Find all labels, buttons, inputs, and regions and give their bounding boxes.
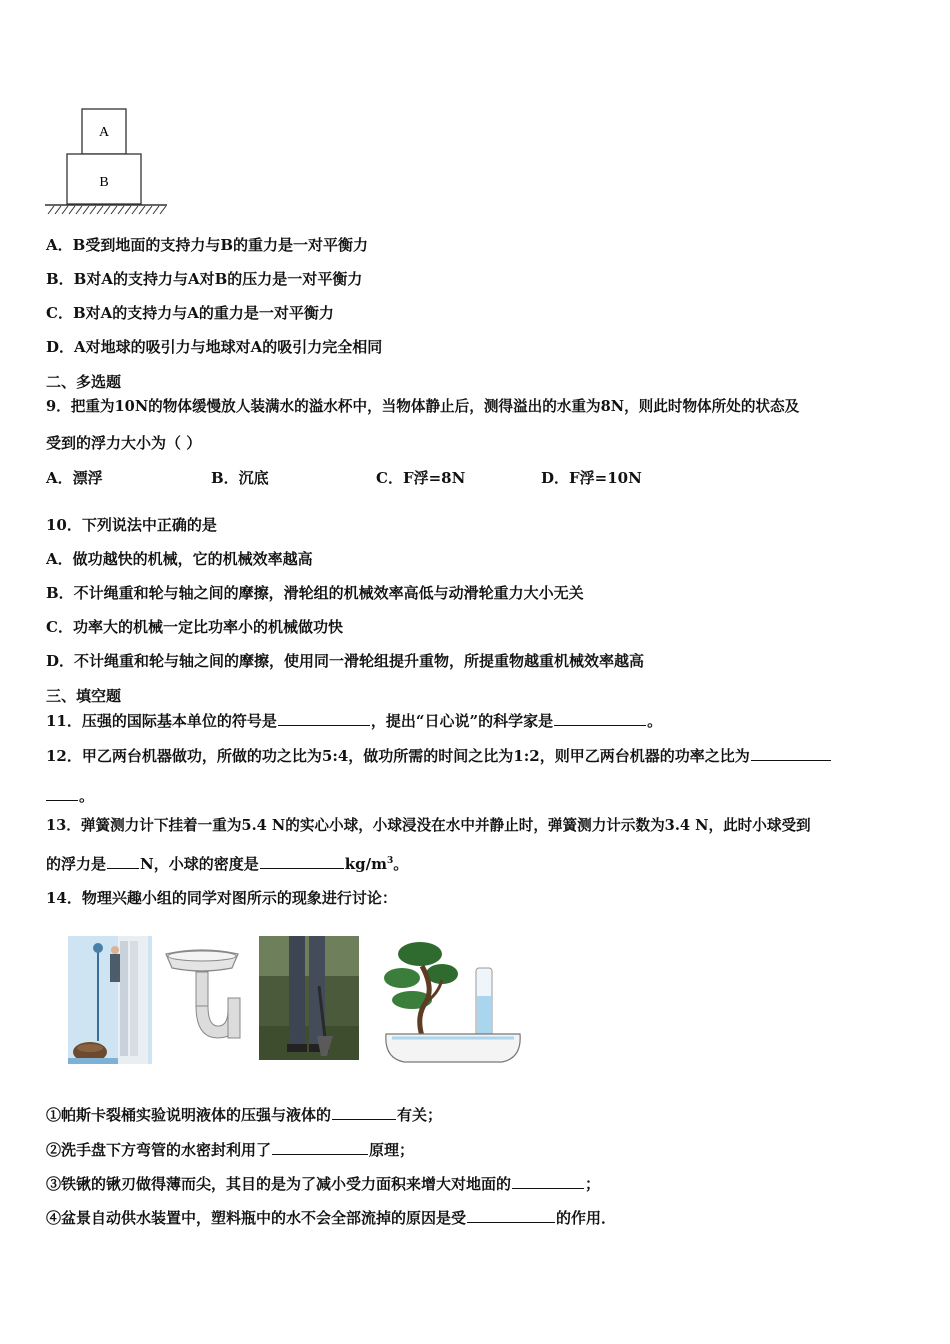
q14-item-4-text: ④盆景自动供水装置中，塑料瓶中的水不会全部流掉的原因是受: [46, 1209, 467, 1227]
q13-blank-2[interactable]: [260, 853, 344, 869]
q13-text-3: kg/m: [344, 855, 387, 873]
q9-option-b: B．沉底: [211, 469, 269, 487]
q12-text-2: 。: [79, 787, 95, 805]
q14-item-1: [46, 1104, 442, 1125]
q11-text-3: 。: [647, 712, 663, 730]
q10-option-c: C．功率大的机械一定比功率小的机械做功快: [46, 618, 343, 636]
q13-text-2: N，小球的密度是: [140, 855, 259, 873]
block-a-label: A: [98, 125, 110, 140]
q14-blank-3[interactable]: [512, 1173, 584, 1189]
section-2-title: 二、多选题: [46, 373, 122, 391]
q10-option-a: A．做功越快的机械，它的机械效率越高: [46, 550, 313, 568]
q13-blank-1[interactable]: [107, 853, 139, 869]
shovel-photo: [259, 936, 359, 1060]
q9-options: [46, 468, 642, 488]
q13-text-4: 。: [393, 855, 409, 873]
q12-text-1: 12．甲乙两台机器做功，所做的功之比为5:4，做功所需的时间之比为1:2，则甲乙两台机器的功率之比为: [46, 747, 750, 765]
q14-item-4: [46, 1207, 616, 1228]
q14-item-1-text: ①帕斯卡裂桶实验说明液体的压强与液体的: [46, 1106, 332, 1124]
q14-blank-2[interactable]: [272, 1139, 368, 1155]
q14-stem: 14．物理兴趣小组的同学对图所示的现象进行讨论：: [46, 889, 397, 907]
sink-trap-image: [162, 948, 244, 1048]
q9-stem-line2: 受到的浮力大小为（ ）: [46, 434, 202, 452]
q9-stem-line1: 9．把重为10N的物体缓慢放人装满水的溢水杯中，当物体静止后，测得溢出的水重为8N，则此时物体所处的状态及: [46, 398, 800, 415]
q13-sup: 3: [386, 856, 394, 866]
q14-item-1-post: 有关；: [397, 1106, 443, 1124]
pascal-barrel-image: [68, 936, 152, 1064]
q9-option-d: D．F浮=10N: [541, 469, 642, 487]
q8-option-d: D．A对地球的吸引力与地球对A的吸引力完全相同: [46, 338, 383, 356]
q10-option-b: B．不计绳重和轮与轴之间的摩擦，滑轮组的机械效率高低与动滑轮重力大小无关: [46, 584, 584, 602]
section-3-title: 三、填空题: [46, 687, 122, 705]
q14-item-2: [46, 1139, 414, 1160]
bonsai-water-supply-image: [382, 936, 524, 1068]
q9-option-c: C．F浮=8N: [376, 469, 466, 487]
q12-line2: [46, 785, 94, 806]
q11: [46, 710, 662, 731]
q11-text-1: 11．压强的国际基本单位的符号是: [46, 712, 277, 730]
q12-line1: [46, 745, 832, 766]
q14-item-2-post: 原理；: [369, 1141, 415, 1159]
q14-item-4-post: 的作用．: [556, 1209, 617, 1227]
q11-blank-2[interactable]: [554, 710, 646, 726]
q10-stem: 10．下列说法中正确的是: [46, 516, 217, 534]
q13-line1: 13．弹簧测力计下挂着一重为5.4 N的实心小球，小球浸没在水中并静止时，弹簧测力计示数为3.4 N，此时小球受到: [46, 817, 811, 834]
blocks-figure: [42, 106, 172, 218]
q12-blank-cont[interactable]: [46, 785, 78, 801]
q8-option-b: B．B对A的支持力与A对B的压力是一对平衡力: [46, 270, 363, 288]
q14-blank-4[interactable]: [467, 1207, 555, 1223]
q12-blank[interactable]: [751, 745, 831, 761]
block-b-label: B: [99, 175, 109, 190]
q10-option-d: D．不计绳重和轮与轴之间的摩擦，使用同一滑轮组提升重物，所提重物越重机械效率越高: [46, 652, 645, 670]
q14-item-2-text: ②洗手盘下方弯管的水密封利用了: [46, 1141, 272, 1159]
ground-hatch: [48, 206, 166, 214]
q13-line2: [46, 853, 408, 874]
q14-item-3: [46, 1173, 600, 1194]
q13-text-1: 的浮力是: [46, 855, 107, 873]
q8-option-c: C．B对A的支持力与A的重力是一对平衡力: [46, 304, 334, 322]
q11-text-2: ，提出“日心说”的科学家是: [370, 712, 554, 730]
q9-option-a: A．漂浮: [46, 469, 103, 487]
q11-blank-1[interactable]: [278, 710, 370, 726]
q14-item-3-text: ③铁锹的锹刃做得薄而尖，其目的是为了减小受力面积来增大对地面的: [46, 1175, 512, 1193]
q14-item-3-post: ；: [585, 1175, 601, 1193]
q8-option-a: A．B受到地面的支持力与B的重力是一对平衡力: [46, 236, 368, 254]
q14-blank-1[interactable]: [332, 1104, 396, 1120]
